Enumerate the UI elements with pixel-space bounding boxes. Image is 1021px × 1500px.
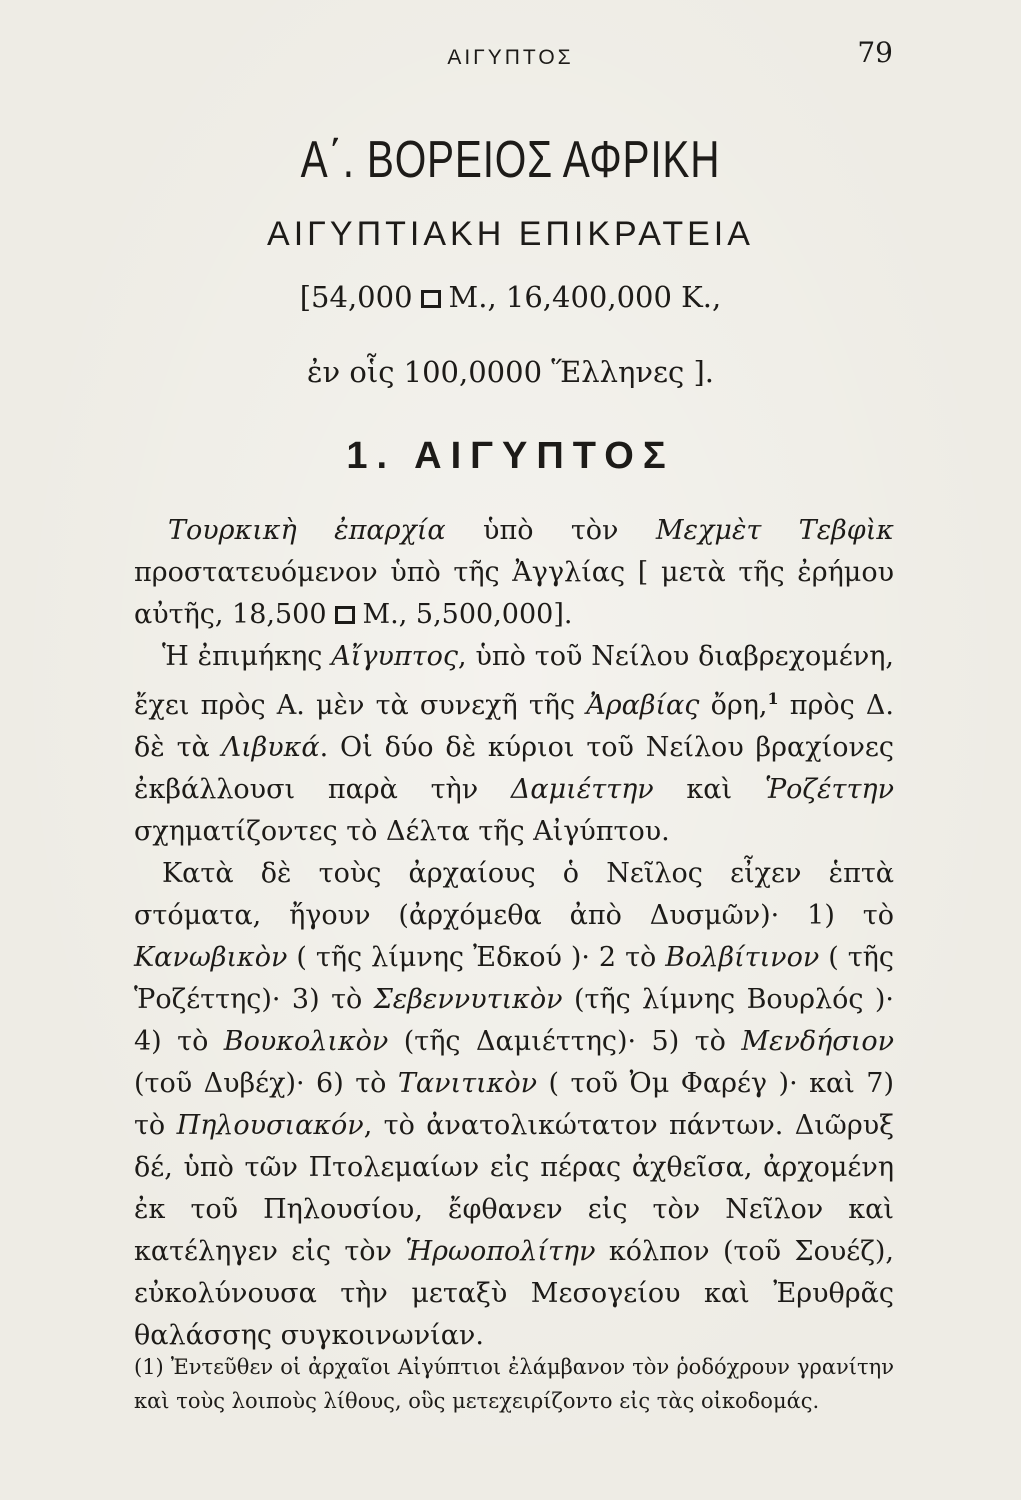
text-run: , ὑπὸ τοῦ Νείλου διαβρεχομένη, ἔχει πρὸς Α. μὲν τὰ συνεχῆ τῆς <box>134 641 894 721</box>
paragraph-1 <box>134 510 894 636</box>
square-miles-icon <box>421 290 441 308</box>
text-run: σχηματίζοντες τὸ Δέλτα τῆς Αἰγύπτου. <box>134 816 670 847</box>
text-run: (τῆς λίμνης Βουρλός )· 4) τὸ <box>134 984 895 1057</box>
page-number: 79 <box>857 36 893 69</box>
text-run: καὶ <box>653 774 765 805</box>
region-title: ΑΙΓΥΠΤΙΑΚΗ ΕΠΙΚΡΑΤΕΙΑ <box>267 215 754 253</box>
footnote-marker: 1 <box>767 689 779 708</box>
statistics-line <box>0 280 1021 314</box>
italic-text: Κανωβικὸν <box>134 942 288 973</box>
section-title: 1. ΑΙΓΥΠΤΟΣ <box>346 435 675 477</box>
paragraph-2 <box>134 636 894 853</box>
statistics-greeks-line: ἐν οἷς 100,0000 Ἕλληνες ]. <box>306 355 715 389</box>
italic-text: Ῥοζέττην <box>764 774 895 805</box>
square-miles-icon <box>335 606 355 624</box>
italic-text: Μενδήσιον <box>741 1026 894 1057</box>
paragraph-3 <box>134 853 894 1357</box>
text-run: Ἡ ἐπιμήκης <box>162 641 332 672</box>
text-run: ( τῆς λίμνης Ἐδκού )· 2 τὸ <box>287 942 666 973</box>
italic-text: Λιβυκά <box>221 732 320 763</box>
text-run: . Οἱ δύο δὲ κύριοι τοῦ Νείλου βραχίονες ἐκβάλλουσι παρὰ τὴν <box>134 732 894 805</box>
footnote-text: (1) Ἐντεῦθεν οἱ ἀρχαῖοι Αἰγύπτιοι ἐλάμβανον τὸν ῥοδόχρουν γρανίτην καὶ τοὺς λοιποὺς λίθους, οὓς μετεχειρίζοντο εἰς τὰς οἰκοδομάς. <box>134 1355 894 1413</box>
italic-text: Τουρκικὴ ἐπαρχία <box>168 515 446 546</box>
text-run: (τοῦ Δυβέχ)· 6) τὸ <box>134 1068 398 1099</box>
italic-text: Αἴγυπτος <box>331 641 458 672</box>
text-run: Μ., 5,500,000]. <box>362 599 573 630</box>
text-run: ( τοῦ Ὀμ Φαρέγ )· καὶ 7) τὸ <box>134 1068 894 1141</box>
italic-text: Βολβίτινον <box>665 942 820 973</box>
italic-text: Σεβεννυτικὸν <box>373 984 563 1015</box>
running-title: ΑΙΓΥΠΤΟΣ <box>447 46 574 69</box>
body-text <box>134 510 894 1357</box>
italic-text: Μεχμὲτ Τεβφὶκ <box>655 515 894 546</box>
text-run: , τὸ ἀνατολικώτατον πάντων. Διῶρυξ δέ, ὑπὸ τῶν Πτολεμαίων εἰς πέρας ἀχθεῖσα, ἀρχομένη ἐκ τοῦ Πηλουσίου, ἔφθανεν εἰς τὸν Νεῖλον καὶ κατέληγεν εἰς τὸν <box>134 1110 894 1267</box>
footnote <box>134 1350 894 1418</box>
text-run: Κατὰ δὲ τοὺς ἀρχαίους ὁ Νεῖλος εἶχεν ἑπτὰ στόματα, ἤγουν (ἀρχόμεθα ἀπὸ Δυσμῶν)· 1) τὸ <box>134 858 894 931</box>
italic-text: Τανιτικὸν <box>397 1068 538 1099</box>
statistics-population: Μ., 16,400,000 Κ., <box>448 280 722 314</box>
text-run: ὄρη, <box>699 690 768 721</box>
italic-text: Ἀραβίας <box>586 690 700 721</box>
part-title: Α΄. ΒΟΡΕΙΟΣ ΑΦΡΙΚΗ <box>300 131 721 189</box>
italic-text: Βουκολικὸν <box>223 1026 389 1057</box>
statistics-area: [54,000 <box>299 280 413 314</box>
text-run: κόλπον (τοῦ Σουέζ), εὐκολύνουσα τὴν μεταξὺ Μεσογείου καὶ Ἐρυθρᾶς θαλάσσης συγκοινωνίαν. <box>134 1236 894 1351</box>
text-run: πρὸς Δ. δὲ τὰ <box>134 690 894 763</box>
text-run: (τῆς Δαμιέττης)· 5) τὸ <box>388 1026 742 1057</box>
italic-text: Πηλουσιακόν <box>176 1110 364 1141</box>
text-run: προστατευόμενον ὑπὸ τῆς Ἀγγλίας [ μετὰ τῆς ἐρήμου αὐτῆς, 18,500 <box>134 557 894 630</box>
text-run: ( τῆς Ῥοζέττης)· 3) τὸ <box>134 942 894 1015</box>
italic-text: Ἡρωοπολίτην <box>405 1236 596 1267</box>
text-run: ὑπὸ τὸν <box>445 515 656 546</box>
italic-text: Δαμιέττην <box>510 774 654 805</box>
